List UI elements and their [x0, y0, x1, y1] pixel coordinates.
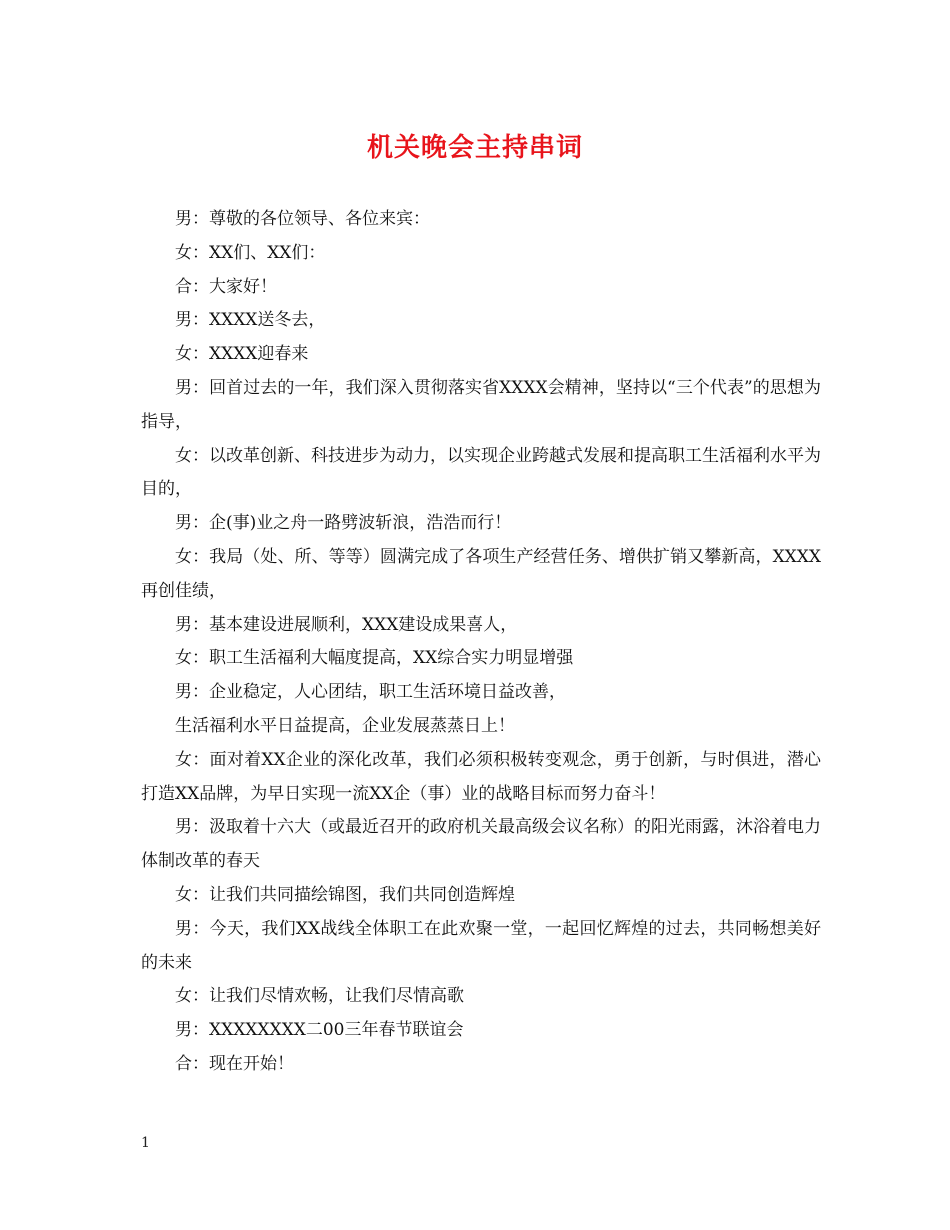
- paragraph-14: 女：面对着XX企业的深化改革，我们必须积极转变观念，勇于创新，与时俱进，潜心打造XX品牌，为早日实现一流XX企（事）业的战略目标而努力奋斗！: [141, 749, 821, 804]
- document-title: 机关晚会主持串词: [366, 133, 583, 163]
- paragraph-7: 女：以改革创新、科技进步为动力，以实现企业跨越式发展和提高职工生活福利水平为目的，: [141, 445, 821, 500]
- paragraph-17: 男：今天，我们XX战线全体职工在此欢聚一堂，一起回忆辉煌的过去，共同畅想美好的未来: [141, 918, 821, 973]
- paragraph-19: 男：XXXXXXXX二00三年春节联谊会: [175, 1020, 464, 1041]
- document-body: [141, 203, 821, 1082]
- page-number: 1: [141, 1135, 150, 1151]
- paragraph-9: 女：我局（处、所、等等）圆满完成了各项生产经营任务、增供扩销又攀新高，XXXX再创佳绩，: [141, 546, 821, 601]
- paragraph-13: 生活福利水平日益提高，企业发展蒸蒸日上！: [175, 715, 515, 736]
- paragraph-3: 合：大家好！: [175, 276, 277, 297]
- paragraph-2: 女：XX们、XX们：: [175, 242, 326, 263]
- paragraph-10: 男：基本建设进展顺利，XXX建设成果喜人，: [175, 614, 518, 635]
- paragraph-1: 男：尊敬的各位领导、各位来宾：: [175, 209, 430, 229]
- paragraph-20: 合：现在开始！: [175, 1053, 294, 1074]
- paragraph-11: 女：职工生活福利大幅度提高，XX综合实力明显增强: [175, 648, 574, 669]
- paragraph-15: 男：汲取着十六大（或最近召开的政府机关最高级会议名称）的阳光雨露，沐浴着电力体制改革的春天: [141, 817, 821, 872]
- paragraph-5: 女：XXXX迎春来: [175, 344, 309, 365]
- paragraph-6: 男：回首过去的一年，我们深入贯彻落实省XXXX会精神，坚持以“三个代表”的思想为指导，: [141, 377, 821, 432]
- paragraph-12: 男：企业稳定，人心团结，职工生活环境日益改善，: [175, 682, 566, 703]
- paragraph-4: 男：XXXX送冬去，: [175, 310, 326, 331]
- paragraph-8: 男：企(事)业之舟一路劈波斩浪，浩浩而行！: [175, 513, 512, 534]
- paragraph-16: 女：让我们共同描绘锦图，我们共同创造辉煌: [175, 884, 515, 905]
- paragraph-18: 女：让我们尽情欢畅，让我们尽情高歌: [175, 986, 464, 1007]
